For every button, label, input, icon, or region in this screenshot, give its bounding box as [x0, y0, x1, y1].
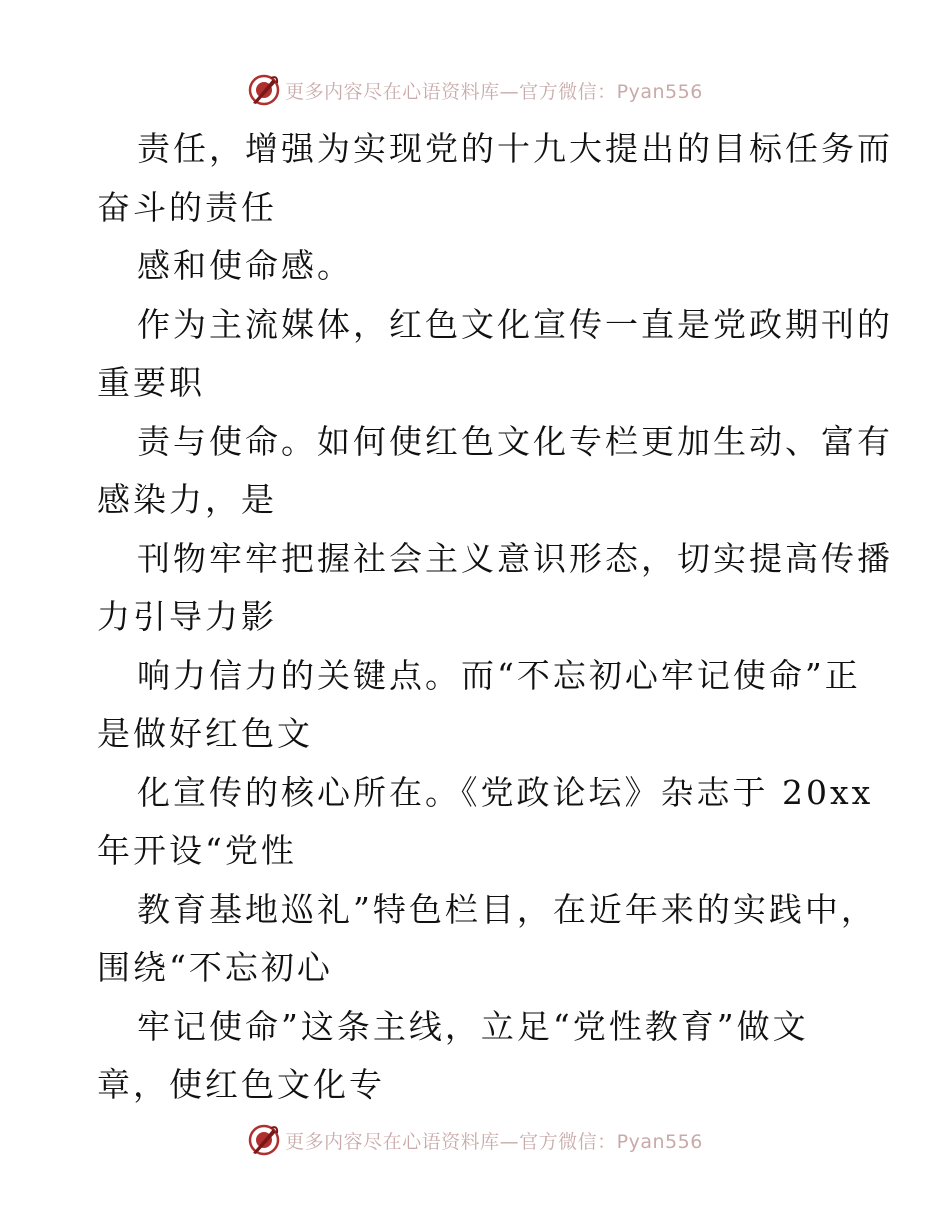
text-line: 章，使红色文化专 — [97, 1065, 385, 1104]
text-line: 教育基地巡礼”特色栏目，在近年来的实践中， — [137, 889, 877, 929]
quill-circle-logo-icon — [247, 73, 281, 107]
document-body — [97, 120, 893, 1115]
text-line: 奋斗的责任 — [97, 187, 277, 227]
footer-banner-text: 更多内容尽在心语资料库—官方微信：Pyan556 — [285, 1130, 703, 1153]
text-line: 化宣传的核心所在。《党政论坛》杂志于 20xx — [137, 772, 874, 812]
text-line: 响力信力的关键点。而“不忘初心牢记使命”正 — [137, 655, 861, 695]
text-line: 重要职 — [97, 363, 205, 402]
text-line: 责任，增强为实现党的十九大提出的目标任务而 — [137, 129, 893, 168]
text-line: 感和使命感。 — [137, 246, 353, 285]
text-line: 是做好红色文 — [97, 714, 313, 753]
text-line: 感染力，是 — [97, 480, 277, 519]
text-line: 责与使命。如何使红色文化专栏更加生动、富有 — [137, 421, 893, 461]
text-line: 牢记使命”这条主线，立足“党性教育”做文 — [137, 1006, 809, 1046]
text-line: 作为主流媒体，红色文化宣传一直是党政期刊的 — [137, 304, 893, 344]
header-banner-text: 更多内容尽在心语资料库—官方微信：Pyan556 — [285, 80, 703, 103]
text-line: 围绕“不忘初心 — [97, 948, 333, 987]
header-banner — [0, 70, 950, 110]
quill-circle-logo-icon — [247, 1123, 281, 1157]
text-line: 年开设“党性 — [97, 831, 297, 870]
text-line: 刊物牢牢把握社会主义意识形态，切实提高传播 — [137, 538, 893, 578]
text-line: 力引导力影 — [97, 597, 277, 636]
footer-banner — [0, 1120, 950, 1160]
